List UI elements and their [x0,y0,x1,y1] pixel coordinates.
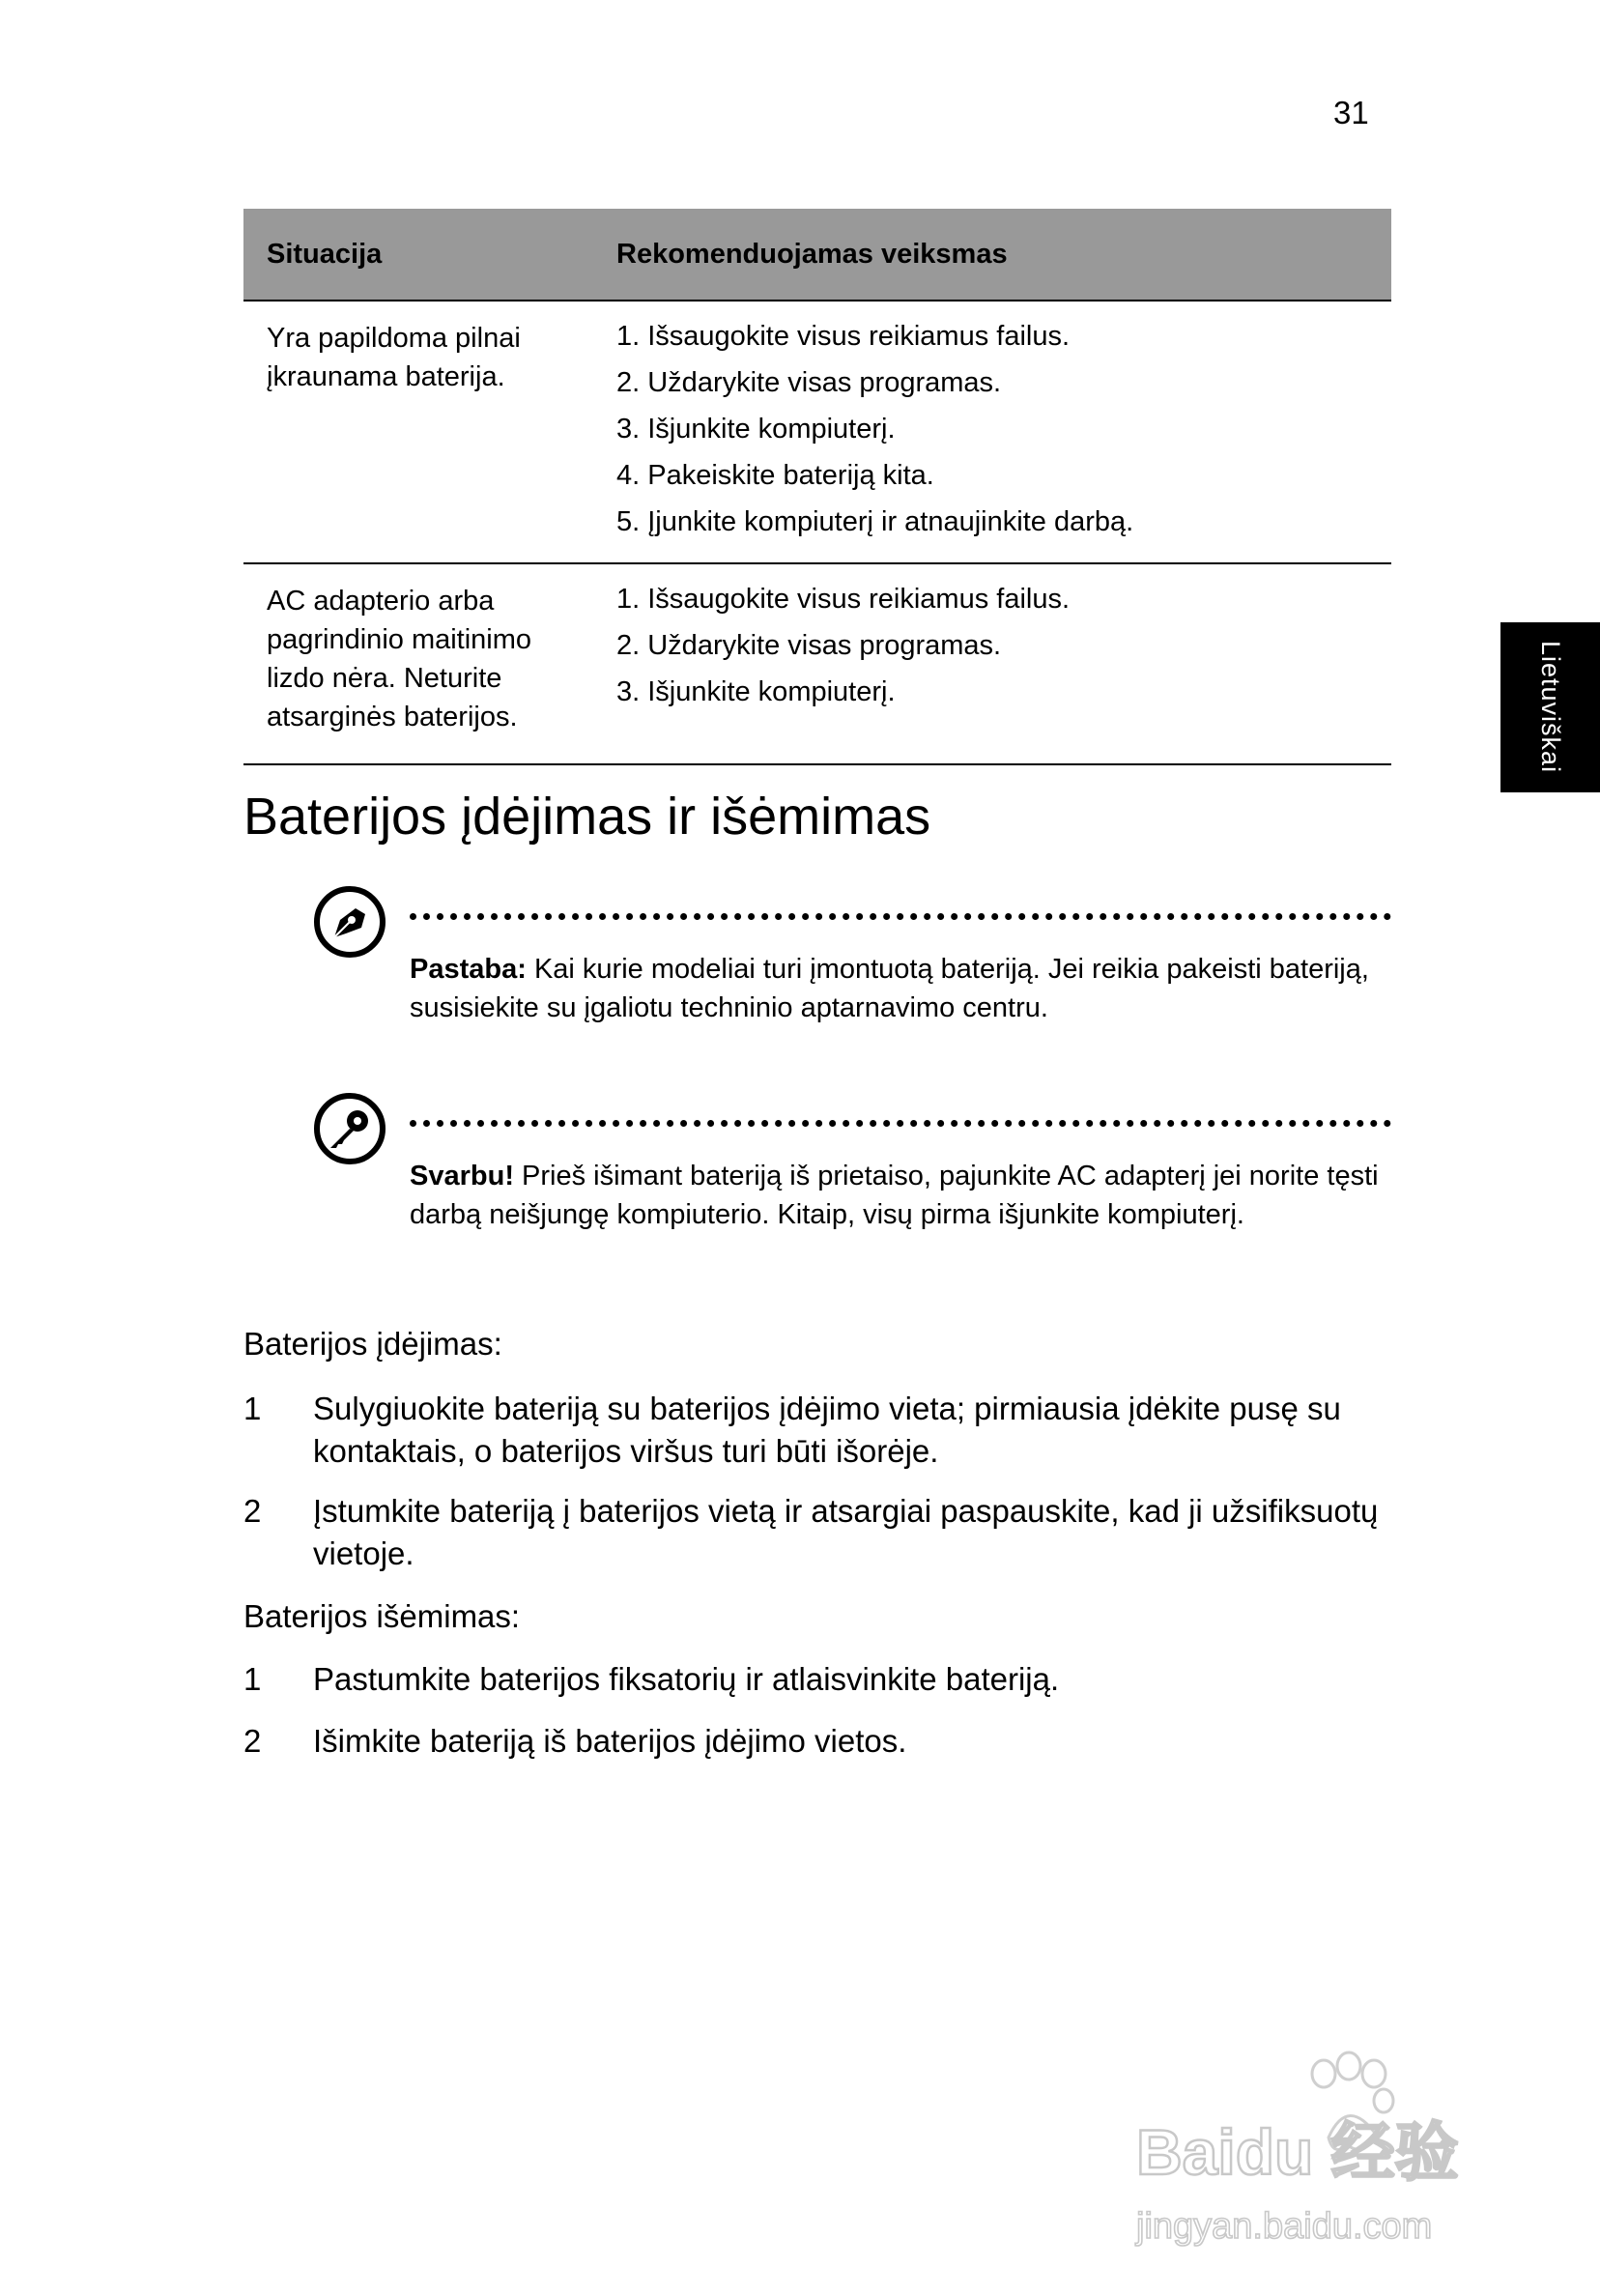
action-cell [593,301,1391,563]
situation-table [243,209,1391,765]
action-step: 1. Išsaugokite visus reikiamus failus. [616,321,1071,352]
list-item [243,1658,1391,1703]
step-number: 1 [243,1391,262,1426]
table-row [243,563,1391,764]
important-label: Svarbu! [410,1161,514,1191]
step-text: Išimkite bateriją iš baterijos įdėjimo vietos. [313,1723,907,1759]
table-row [243,301,1391,563]
list-item [243,1388,1391,1475]
step-text: Įstumkite bateriją į baterijos vietą ir atsargiai paspauskite, kad ji užsifiksuotų vietoje. [313,1493,1379,1571]
column-header-action: Rekomenduojamas veiksmas [593,209,1391,301]
action-step: 2. Uždarykite visas programas. [616,630,1002,661]
action-step: 1. Išsaugokite visus reikiamus failus. [616,584,1071,615]
important-callout [313,1092,1391,1285]
column-header-situation: Situacija [243,209,593,301]
key-important-icon [313,1092,386,1165]
step-number: 2 [243,1723,262,1759]
page-number: 31 [1333,95,1369,130]
language-tab [1500,622,1600,792]
action-step: 3. Išjunkite kompiuterį. [616,676,896,707]
divider-dots [410,1120,1391,1127]
list-item [243,1720,1391,1765]
important-text [410,1157,1391,1234]
step-number: 1 [243,1661,262,1697]
important-body: Prieš išimant bateriją iš prietaiso, pajunkite AC adapterį jei norite tęsti darbą neišjungę kompiuterio. Kitaip, visų pirma išjunkite kompiuterį. [410,1161,1379,1230]
note-label: Pastaba: [410,954,527,985]
pen-note-icon [313,885,386,959]
action-step: 5. Įjunkite kompiuterį ir atnaujinkite darbą. [616,506,1134,537]
language-tab-label: Lietuviškai [1536,641,1565,774]
watermark-url: jingyan.baidu.com [1136,2206,1433,2247]
note-text [410,950,1391,1027]
section-title: Baterijos įdėjimas ir išėmimas [243,788,931,846]
situation-cell: Yra papildoma pilnai įkraunama baterija. [243,301,593,563]
install-heading: Baterijos įdėjimas: [243,1326,502,1362]
situation-cell: AC adapterio arba pagrindinio maitinimo lizdo nėra. Neturite atsarginės baterijos. [243,563,593,764]
action-step: 3. Išjunkite kompiuterį. [616,414,896,445]
divider-dots [410,913,1391,920]
action-step: 4. Pakeiskite bateriją kita. [616,460,934,491]
list-item [243,1490,1391,1577]
step-text: Sulygiuokite bateriją su baterijos įdėjimo vieta; pirmiausia įdėkite pusę su kontaktais, o baterijos viršus turi būti išorėje. [313,1391,1341,1469]
watermark-brand: Baidu 经验 [1136,2116,1459,2188]
step-number: 2 [243,1493,262,1529]
action-step: 2. Uždarykite visas programas. [616,367,1002,398]
step-text: Pastumkite baterijos fiksatorių ir atlaisvinkite bateriją. [313,1661,1060,1697]
action-cell [593,563,1391,764]
table-header-row [243,209,1391,301]
remove-heading: Baterijos išėmimas: [243,1598,521,1634]
baidu-watermark-logo [1130,2049,1498,2252]
note-callout [313,885,1391,1030]
note-body: Kai kurie modeliai turi įmontuotą bateriją. Jei reikia pakeisti bateriją, susisiekite su įgaliotu techninio aptarnavimo centru. [410,954,1369,1023]
